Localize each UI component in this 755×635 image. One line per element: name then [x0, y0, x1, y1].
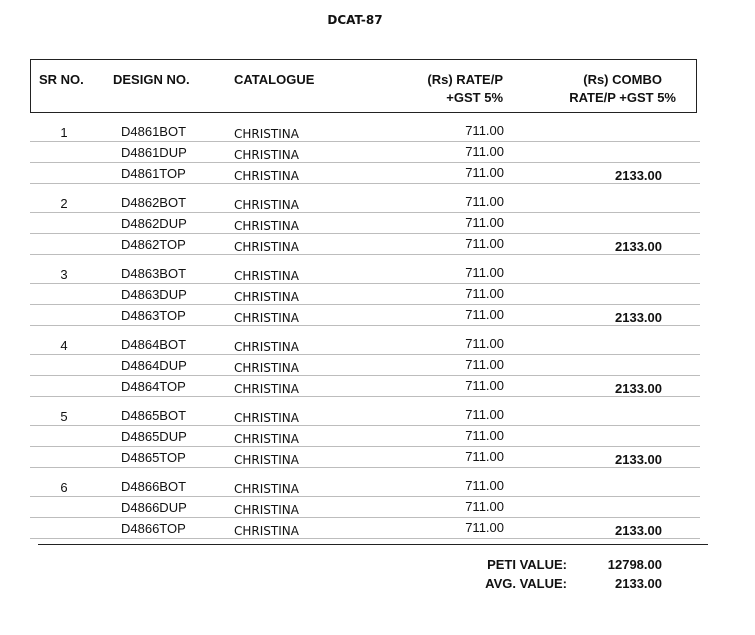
- table-row: [30, 335, 700, 355]
- catalogue-cell: CHRISTINA: [234, 148, 299, 162]
- sr-no-cell: 6: [60, 480, 68, 495]
- avg-value-label: AVG. VALUE:: [485, 576, 567, 591]
- header-combo-line2: RATE/P +GST 5%: [569, 90, 676, 105]
- rate-cell: 711.00: [465, 265, 504, 280]
- sr-no-cell: 3: [60, 267, 68, 282]
- document-title: DCAT-87: [327, 13, 383, 27]
- rate-cell: 711.00: [465, 478, 504, 493]
- rate-cell: 711.00: [465, 123, 504, 138]
- row-group: [30, 193, 700, 255]
- table-row: [30, 164, 700, 184]
- row-group: [30, 122, 700, 184]
- table-row: [30, 477, 700, 497]
- rate-cell: 711.00: [465, 428, 504, 443]
- sr-no-cell: 5: [60, 409, 68, 424]
- header-design-no: DESIGN NO.: [113, 72, 190, 87]
- peti-value-label: PETI VALUE:: [487, 557, 567, 572]
- rate-cell: 711.00: [465, 357, 504, 372]
- catalogue-cell: CHRISTINA: [234, 219, 299, 233]
- design-no-cell: D4865BOT: [121, 408, 187, 423]
- catalogue-cell: CHRISTINA: [234, 198, 299, 212]
- header-rate: [427, 71, 503, 107]
- rate-cell: 711.00: [465, 499, 504, 514]
- design-no-cell: D4861TOP: [121, 166, 186, 181]
- header-rate-line2: +GST 5%: [446, 90, 503, 105]
- design-no-cell: D4861DUP: [121, 145, 187, 160]
- rate-cell: 711.00: [465, 520, 504, 535]
- combo-rate-cell: 2133.00: [615, 381, 662, 396]
- design-no-cell: D4862TOP: [121, 237, 186, 252]
- row-group: [30, 335, 700, 397]
- design-no-cell: D4863DUP: [121, 287, 187, 302]
- header-catalogue: CATALOGUE: [234, 72, 315, 87]
- design-no-cell: D4866TOP: [121, 521, 186, 536]
- rate-cell: 711.00: [465, 407, 504, 422]
- combo-rate-cell: 2133.00: [615, 168, 662, 183]
- table-row: [30, 214, 700, 234]
- catalogue-cell: CHRISTINA: [234, 240, 299, 254]
- table-row: [30, 285, 700, 305]
- rate-cell: 711.00: [465, 144, 504, 159]
- table-row: [30, 264, 700, 284]
- rate-cell: 711.00: [465, 286, 504, 301]
- design-no-cell: D4865DUP: [121, 429, 187, 444]
- row-group: [30, 264, 700, 326]
- table-row: [30, 406, 700, 426]
- sr-no-cell: 4: [60, 338, 68, 353]
- rate-cell: 711.00: [465, 165, 504, 180]
- total-divider: [38, 544, 708, 545]
- table-row: [30, 356, 700, 376]
- design-no-cell: D4863BOT: [121, 266, 187, 281]
- rate-cell: 711.00: [465, 378, 504, 393]
- catalogue-cell: CHRISTINA: [234, 411, 299, 425]
- design-no-cell: D4862BOT: [121, 195, 187, 210]
- design-no-cell: D4866DUP: [121, 500, 187, 515]
- table-row: [30, 143, 700, 163]
- row-group: [30, 477, 700, 539]
- combo-rate-cell: 2133.00: [615, 523, 662, 538]
- catalogue-cell: CHRISTINA: [234, 432, 299, 446]
- catalogue-cell: CHRISTINA: [234, 311, 299, 325]
- table-row: [30, 193, 700, 213]
- design-no-cell: D4861BOT: [121, 124, 187, 139]
- table-row: [30, 122, 700, 142]
- peti-value: 12798.00: [607, 557, 662, 572]
- design-no-cell: D4863TOP: [121, 308, 186, 323]
- header-rate-line1: (Rs) RATE/P: [427, 72, 503, 87]
- sr-no-cell: 1: [60, 125, 68, 140]
- table-row: [30, 519, 700, 539]
- catalogue-cell: CHRISTINA: [234, 524, 299, 538]
- design-no-cell: D4866BOT: [121, 479, 187, 494]
- table-row: [30, 427, 700, 447]
- table-row: [30, 377, 700, 397]
- header-combo-rate: [569, 71, 676, 107]
- rate-cell: 711.00: [465, 336, 504, 351]
- row-group: [30, 406, 700, 468]
- catalogue-cell: CHRISTINA: [234, 169, 299, 183]
- catalogue-cell: CHRISTINA: [234, 290, 299, 304]
- table-header: [30, 59, 697, 113]
- sr-no-cell: 2: [60, 196, 68, 211]
- combo-rate-cell: 2133.00: [615, 452, 662, 467]
- table-row: [30, 235, 700, 255]
- catalogue-cell: CHRISTINA: [234, 503, 299, 517]
- rate-cell: 711.00: [465, 449, 504, 464]
- rate-cell: 711.00: [465, 215, 504, 230]
- catalogue-cell: CHRISTINA: [234, 127, 299, 141]
- combo-rate-cell: 2133.00: [615, 310, 662, 325]
- table-row: [30, 448, 700, 468]
- design-no-cell: D4865TOP: [121, 450, 186, 465]
- rate-cell: 711.00: [465, 236, 504, 251]
- design-no-cell: D4862DUP: [121, 216, 187, 231]
- catalogue-cell: CHRISTINA: [234, 340, 299, 354]
- table-row: [30, 306, 700, 326]
- catalogue-cell: CHRISTINA: [234, 382, 299, 396]
- header-combo-line1: (Rs) COMBO: [583, 72, 662, 87]
- header-sr-no: SR NO.: [39, 72, 84, 87]
- design-no-cell: D4864DUP: [121, 358, 187, 373]
- combo-rate-cell: 2133.00: [615, 239, 662, 254]
- avg-value: 2133.00: [615, 576, 662, 591]
- catalogue-cell: CHRISTINA: [234, 482, 299, 496]
- table-body: [30, 122, 700, 548]
- rate-cell: 711.00: [465, 194, 504, 209]
- catalogue-cell: CHRISTINA: [234, 361, 299, 375]
- catalogue-cell: CHRISTINA: [234, 269, 299, 283]
- design-no-cell: D4864TOP: [121, 379, 186, 394]
- catalogue-cell: CHRISTINA: [234, 453, 299, 467]
- design-no-cell: D4864BOT: [121, 337, 187, 352]
- rate-cell: 711.00: [465, 307, 504, 322]
- table-row: [30, 498, 700, 518]
